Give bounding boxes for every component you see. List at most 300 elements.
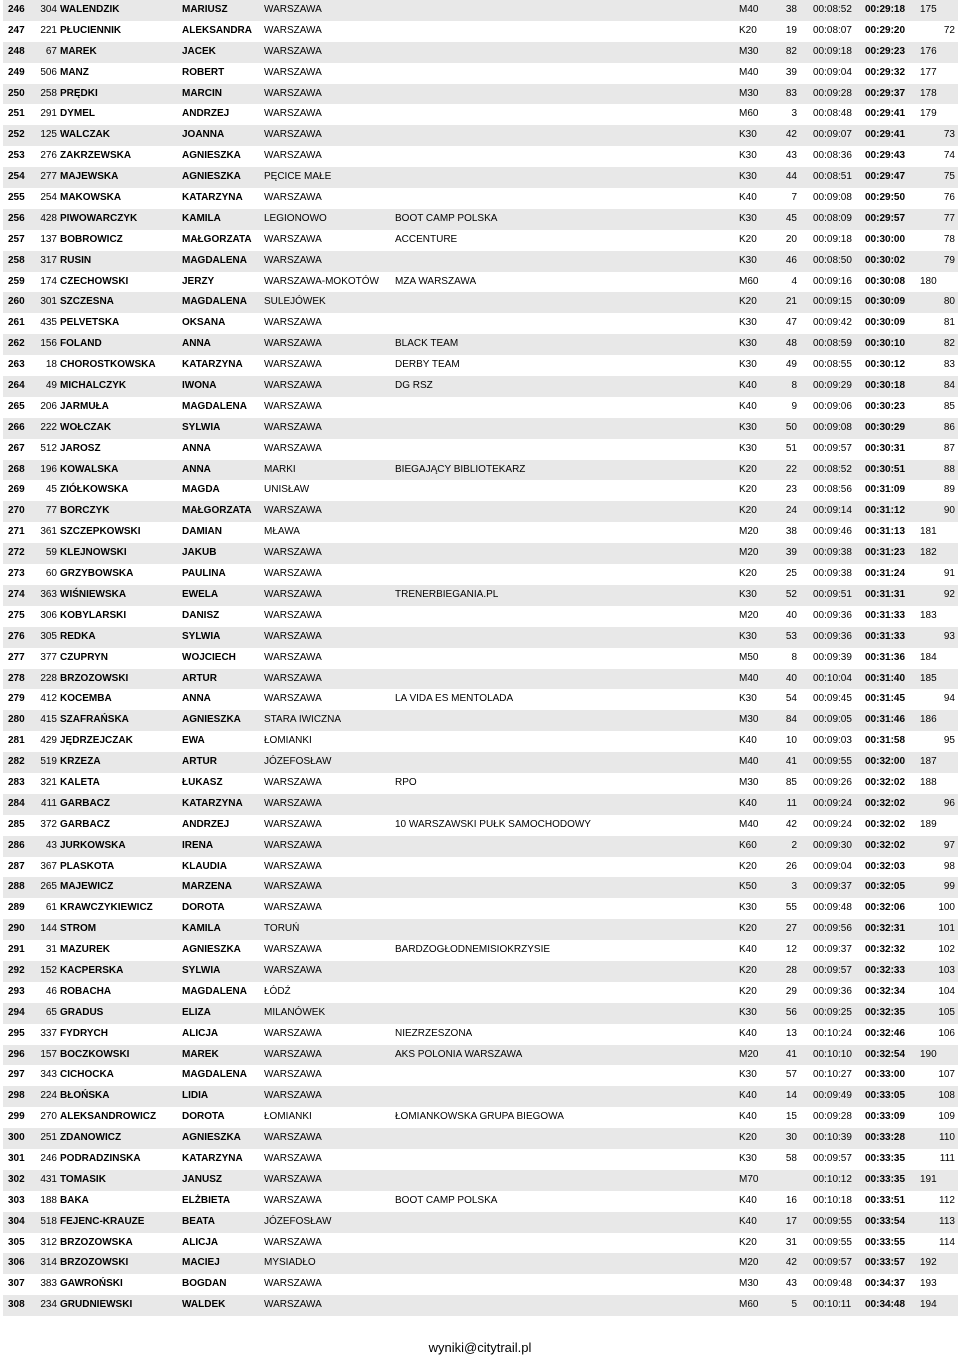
category-place-cell: 42: [785, 129, 797, 141]
category-cell: M60: [739, 108, 759, 120]
table-row: [3, 898, 958, 919]
total-time-cell: 00:30:10: [865, 338, 906, 350]
place-cell: 280: [8, 714, 25, 726]
category-place-cell: 41: [785, 1048, 797, 1060]
gender-place-cell: 77: [943, 212, 955, 224]
category-cell: M40: [739, 672, 759, 684]
city-cell: WARSZAWA: [264, 1090, 322, 1102]
firstname-cell: MAGDALENA: [182, 254, 247, 266]
city-cell: WARSZAWA: [264, 505, 322, 517]
place-cell: 264: [8, 380, 25, 392]
category-cell: K30: [739, 1152, 757, 1164]
place-cell: 291: [8, 944, 25, 956]
category-place-cell: 56: [785, 1006, 797, 1018]
gender-place-cell: 177: [920, 66, 937, 78]
bib-cell: 188: [40, 1194, 57, 1206]
category-cell: K40: [739, 1194, 757, 1206]
city-cell: WARSZAWA: [264, 400, 322, 412]
bib-cell: 254: [40, 192, 57, 204]
club-cell: DERBY TEAM: [395, 359, 460, 371]
total-time-cell: 00:31:46: [865, 714, 906, 726]
lap-time-cell: 00:09:51: [813, 588, 852, 600]
table-row: [3, 564, 958, 585]
club-cell: MZA WARSZAWA: [395, 275, 477, 287]
category-cell: K20: [739, 964, 757, 976]
firstname-cell: KATARZYNA: [182, 192, 243, 204]
category-cell: M20: [739, 526, 759, 538]
category-place-cell: 19: [785, 24, 797, 36]
surname-cell: CHOROSTKOWSKA: [60, 359, 156, 371]
surname-cell: PIWOWARCZYK: [60, 212, 138, 224]
place-cell: 274: [8, 588, 25, 600]
surname-cell: GARBACZ: [60, 818, 110, 830]
place-cell: 286: [8, 839, 25, 851]
bib-cell: 45: [45, 484, 57, 496]
club-cell: BLACK TEAM: [395, 338, 459, 350]
category-cell: K20: [739, 24, 757, 36]
total-time-cell: 00:29:18: [865, 4, 906, 15]
category-place-cell: 58: [785, 1152, 797, 1164]
category-cell: M20: [739, 1257, 759, 1269]
firstname-cell: ANDRZEJ: [182, 818, 230, 830]
gender-place-cell: 82: [943, 338, 955, 350]
category-place-cell: 84: [785, 714, 797, 726]
table-row: [3, 313, 958, 334]
club-cell: 10 WARSZAWSKI PUŁK SAMOCHODOWY: [395, 818, 591, 830]
bib-cell: 276: [40, 150, 57, 162]
table-row: [3, 0, 958, 21]
city-cell: ŁOMIANKI: [264, 1111, 312, 1123]
city-cell: WARSZAWA: [264, 1048, 322, 1060]
table-row: [3, 1233, 958, 1254]
place-cell: 272: [8, 547, 25, 559]
gender-place-cell: 193: [920, 1278, 937, 1290]
category-cell: M40: [739, 756, 759, 768]
lap-time-cell: 00:09:57: [813, 442, 852, 454]
city-cell: PĘCICE MAŁE: [264, 171, 332, 183]
gender-place-cell: 187: [920, 756, 937, 768]
firstname-cell: KATARZYNA: [182, 359, 243, 371]
total-time-cell: 00:29:47: [865, 171, 906, 183]
place-cell: 292: [8, 964, 25, 976]
category-place-cell: 8: [791, 651, 797, 663]
total-time-cell: 00:29:32: [865, 66, 906, 78]
gender-place-cell: 95: [943, 735, 955, 747]
surname-cell: RUSIN: [60, 254, 92, 266]
table-row: [3, 961, 958, 982]
place-cell: 266: [8, 421, 25, 433]
category-cell: K30: [739, 317, 757, 329]
category-cell: K30: [739, 588, 757, 600]
city-cell: WARSZAWA: [264, 317, 322, 329]
gender-place-cell: 112: [939, 1194, 955, 1206]
city-cell: WARSZAWA-MOKOTÓW: [264, 275, 379, 287]
city-cell: LEGIONOWO: [264, 212, 327, 224]
total-time-cell: 00:31:40: [865, 672, 906, 684]
category-place-cell: 83: [785, 87, 797, 99]
club-cell: BIEGAJĄCY BIBLIOTEKARZ: [395, 463, 526, 475]
category-cell: K20: [739, 923, 757, 935]
place-cell: 268: [8, 463, 25, 475]
gender-place-cell: 73: [943, 129, 955, 141]
bib-cell: 512: [40, 442, 57, 454]
category-place-cell: 5: [791, 1299, 797, 1311]
firstname-cell: DAMIAN: [182, 526, 222, 538]
place-cell: 263: [8, 359, 25, 371]
total-time-cell: 00:33:35: [865, 1152, 906, 1164]
gender-place-cell: 76: [943, 192, 955, 204]
total-time-cell: 00:33:51: [865, 1194, 906, 1206]
surname-cell: KACPERSKA: [60, 964, 124, 976]
category-cell: M30: [739, 1278, 759, 1290]
city-cell: WARSZAWA: [264, 442, 322, 454]
club-cell: AKS POLONIA WARSZAWA: [395, 1048, 523, 1060]
city-cell: TORUŃ: [264, 923, 300, 935]
place-cell: 267: [8, 442, 25, 454]
firstname-cell: ANDRZEJ: [182, 108, 230, 120]
category-place-cell: 57: [785, 1069, 797, 1081]
firstname-cell: MARZENA: [182, 881, 232, 893]
city-cell: WARSZAWA: [264, 66, 322, 78]
gender-place-cell: 97: [943, 839, 955, 851]
category-place-cell: 13: [785, 1027, 797, 1039]
lap-time-cell: 00:09:36: [813, 609, 852, 621]
category-cell: K40: [739, 1215, 757, 1227]
city-cell: WARSZAWA: [264, 1069, 322, 1081]
footer-email[interactable]: wyniki@citytrail.pl: [428, 1340, 532, 1355]
gender-place-cell: 107: [938, 1069, 955, 1081]
category-place-cell: 51: [785, 442, 797, 454]
category-cell: K20: [739, 233, 757, 245]
place-cell: 295: [8, 1027, 25, 1039]
surname-cell: CZUPRYN: [60, 651, 108, 663]
city-cell: WARSZAWA: [264, 1027, 322, 1039]
gender-place-cell: 80: [943, 296, 955, 308]
lap-time-cell: 00:09:45: [813, 693, 852, 705]
table-row: [3, 146, 958, 167]
surname-cell: WIŚNIEWSKA: [60, 588, 127, 600]
bib-cell: 291: [40, 108, 57, 120]
table-row: [3, 334, 958, 355]
category-cell: M50: [739, 651, 759, 663]
table-row: [3, 84, 958, 105]
table-row: [3, 752, 958, 773]
city-cell: WARSZAWA: [264, 421, 322, 433]
city-cell: WARSZAWA: [264, 902, 322, 914]
place-cell: 304: [8, 1215, 25, 1227]
surname-cell: KLEJNOWSKI: [60, 547, 127, 559]
firstname-cell: OKSANA: [182, 317, 226, 329]
place-cell: 298: [8, 1090, 25, 1102]
category-cell: M60: [739, 1299, 759, 1311]
firstname-cell: JANUSZ: [182, 1173, 223, 1185]
category-cell: K40: [739, 797, 757, 809]
lap-time-cell: 00:09:48: [813, 902, 852, 914]
bib-cell: 312: [40, 1236, 57, 1248]
category-cell: K30: [739, 171, 757, 183]
firstname-cell: AGNIESZKA: [182, 150, 241, 162]
total-time-cell: 00:32:02: [865, 818, 906, 830]
table-row: [3, 376, 958, 397]
category-place-cell: 82: [785, 45, 797, 57]
lap-time-cell: 00:09:06: [813, 400, 852, 412]
total-time-cell: 00:32:35: [865, 1006, 906, 1018]
total-time-cell: 00:31:12: [865, 505, 906, 517]
total-time-cell: 00:29:41: [865, 108, 906, 120]
category-place-cell: 9: [791, 400, 797, 412]
bib-cell: 246: [40, 1152, 57, 1164]
bib-cell: 46: [45, 985, 57, 997]
surname-cell: BŁOŃSKA: [60, 1090, 110, 1102]
place-cell: 283: [8, 776, 25, 788]
gender-place-cell: 178: [920, 87, 937, 99]
surname-cell: FEJENC-KRAUZE: [60, 1215, 145, 1227]
firstname-cell: MARCIN: [182, 87, 222, 99]
category-cell: K30: [739, 212, 757, 224]
surname-cell: JAROSZ: [60, 442, 101, 454]
surname-cell: STROM: [60, 923, 97, 935]
bib-cell: 411: [41, 797, 57, 809]
place-cell: 305: [8, 1236, 25, 1248]
place-cell: 255: [8, 192, 25, 204]
lap-time-cell: 00:09:24: [813, 797, 852, 809]
total-time-cell: 00:33:57: [865, 1257, 906, 1269]
firstname-cell: ELŻBIETA: [182, 1194, 231, 1206]
city-cell: WARSZAWA: [264, 693, 322, 705]
gender-place-cell: 109: [938, 1111, 955, 1123]
surname-cell: PELVETSKA: [60, 317, 120, 329]
total-time-cell: 00:31:13: [865, 526, 906, 538]
bib-cell: 144: [40, 923, 57, 935]
total-time-cell: 00:30:51: [865, 463, 906, 475]
place-cell: 296: [8, 1048, 25, 1060]
place-cell: 270: [8, 505, 25, 517]
firstname-cell: IWONA: [182, 380, 217, 392]
firstname-cell: EWA: [182, 735, 205, 747]
city-cell: WARSZAWA: [264, 609, 322, 621]
firstname-cell: IRENA: [182, 839, 214, 851]
place-cell: 259: [8, 275, 25, 287]
category-place-cell: 7: [791, 192, 797, 204]
gender-place-cell: 87: [943, 442, 955, 454]
lap-time-cell: 00:09:57: [813, 1152, 852, 1164]
category-place-cell: 2: [791, 839, 797, 851]
lap-time-cell: 00:09:04: [813, 66, 852, 78]
bib-cell: 367: [40, 860, 57, 872]
category-place-cell: 85: [785, 776, 797, 788]
table-row: [3, 731, 958, 752]
bib-cell: 305: [40, 630, 57, 642]
category-cell: K30: [739, 902, 757, 914]
city-cell: JÓZEFOSŁAW: [264, 1215, 332, 1227]
category-place-cell: 55: [785, 902, 797, 914]
table-row: [3, 919, 958, 940]
bib-cell: 337: [40, 1027, 57, 1039]
category-place-cell: 29: [785, 985, 797, 997]
lap-time-cell: 00:08:09: [813, 212, 852, 224]
lap-time-cell: 00:09:39: [813, 651, 852, 663]
gender-place-cell: 103: [938, 964, 955, 976]
table-row: [3, 292, 958, 313]
gender-place-cell: 98: [943, 860, 955, 872]
category-place-cell: 43: [785, 150, 797, 162]
lap-time-cell: 00:10:10: [813, 1048, 852, 1060]
category-place-cell: 23: [785, 484, 797, 496]
total-time-cell: 00:30:02: [865, 254, 906, 266]
place-cell: 285: [8, 818, 25, 830]
bib-cell: 431: [40, 1173, 57, 1185]
place-cell: 306: [8, 1257, 25, 1269]
surname-cell: PRĘDKI: [60, 87, 98, 99]
city-cell: JÓZEFOSŁAW: [264, 756, 332, 768]
bib-cell: 206: [40, 400, 57, 412]
firstname-cell: ARTUR: [182, 756, 217, 768]
surname-cell: ZIÓŁKOWSKA: [60, 484, 129, 496]
club-cell: BOOT CAMP POLSKA: [395, 1194, 498, 1206]
total-time-cell: 00:30:00: [865, 233, 906, 245]
table-row: [3, 857, 958, 878]
city-cell: WARSZAWA: [264, 944, 322, 956]
firstname-cell: MAGDA: [182, 484, 220, 496]
place-cell: 308: [8, 1299, 25, 1311]
firstname-cell: KATARZYNA: [182, 1152, 243, 1164]
surname-cell: KALETA: [60, 776, 100, 788]
lap-time-cell: 00:09:07: [813, 129, 852, 141]
place-cell: 277: [8, 651, 25, 663]
club-cell: BARDZOGŁODNEMISIOKRZYSIE: [395, 944, 551, 956]
place-cell: 261: [8, 317, 25, 329]
category-place-cell: 17: [785, 1215, 797, 1227]
gender-place-cell: 101: [938, 923, 955, 935]
bib-cell: 222: [40, 421, 57, 433]
table-row: [3, 982, 958, 1003]
lap-time-cell: 00:09:04: [813, 860, 852, 872]
lap-time-cell: 00:10:27: [813, 1069, 852, 1081]
lap-time-cell: 00:09:08: [813, 192, 852, 204]
surname-cell: KOBYLARSKI: [60, 609, 127, 621]
gender-place-cell: 78: [943, 233, 955, 245]
table-row: [3, 689, 958, 710]
category-place-cell: 42: [785, 1257, 797, 1269]
surname-cell: PODRADZINSKA: [60, 1152, 141, 1164]
gender-place-cell: 75: [943, 171, 955, 183]
surname-cell: GRADUS: [60, 1006, 104, 1018]
gender-place-cell: 190: [920, 1048, 937, 1060]
table-row: [3, 167, 958, 188]
surname-cell: MICHALCZYK: [60, 380, 127, 392]
total-time-cell: 00:34:48: [865, 1299, 906, 1311]
total-time-cell: 00:32:54: [865, 1048, 906, 1060]
bib-cell: 304: [40, 4, 57, 15]
gender-place-cell: 191: [920, 1173, 937, 1185]
category-cell: M30: [739, 87, 759, 99]
firstname-cell: KATARZYNA: [182, 797, 243, 809]
gender-place-cell: 83: [943, 359, 955, 371]
table-row: [3, 1253, 958, 1274]
surname-cell: DYMEL: [60, 108, 95, 120]
firstname-cell: JERZY: [182, 275, 215, 287]
category-place-cell: 14: [785, 1090, 797, 1102]
table-row: [3, 460, 958, 481]
bib-cell: 67: [45, 45, 57, 57]
category-cell: K30: [739, 693, 757, 705]
bib-cell: 306: [40, 609, 57, 621]
table-row: [3, 1274, 958, 1295]
surname-cell: WALCZAK: [60, 129, 110, 141]
category-cell: K40: [739, 400, 757, 412]
category-cell: M30: [739, 714, 759, 726]
category-place-cell: 42: [785, 818, 797, 830]
city-cell: MŁAWA: [264, 526, 300, 538]
firstname-cell: BOGDAN: [182, 1278, 227, 1290]
city-cell: WARSZAWA: [264, 4, 322, 15]
gender-place-cell: 186: [920, 714, 937, 726]
place-cell: 249: [8, 66, 25, 78]
surname-cell: GRZYBOWSKA: [60, 568, 134, 580]
firstname-cell: EWELA: [182, 588, 219, 600]
table-row: [3, 355, 958, 376]
category-place-cell: 48: [785, 338, 797, 350]
category-cell: M70: [739, 1173, 759, 1185]
surname-cell: JĘDRZEJCZAK: [60, 735, 133, 747]
bib-cell: 228: [40, 672, 57, 684]
bib-cell: 174: [40, 275, 57, 287]
city-cell: WARSZAWA: [264, 547, 322, 559]
firstname-cell: ARTUR: [182, 672, 217, 684]
table-row: [3, 1086, 958, 1107]
gender-place-cell: 93: [943, 630, 955, 642]
lap-time-cell: 00:09:38: [813, 568, 852, 580]
city-cell: MILANÓWEK: [264, 1006, 326, 1018]
category-cell: M40: [739, 4, 759, 15]
gender-place-cell: 194: [920, 1299, 937, 1311]
lap-time-cell: 00:10:18: [813, 1194, 852, 1206]
gender-place-cell: 79: [943, 254, 955, 266]
category-place-cell: 27: [785, 923, 797, 935]
place-cell: 253: [8, 150, 25, 162]
club-cell: RPO: [395, 776, 417, 788]
club-cell: ACCENTURE: [395, 233, 458, 245]
category-place-cell: 28: [785, 964, 797, 976]
firstname-cell: ELIZA: [182, 1006, 211, 1018]
lap-time-cell: 00:09:28: [813, 1111, 852, 1123]
city-cell: MYSIADŁO: [264, 1257, 316, 1269]
lap-time-cell: 00:08:52: [813, 4, 852, 15]
place-cell: 262: [8, 338, 25, 350]
category-cell: K30: [739, 1006, 757, 1018]
table-row: [3, 1191, 958, 1212]
bib-cell: 435: [40, 317, 57, 329]
total-time-cell: 00:34:37: [865, 1278, 906, 1290]
total-time-cell: 00:33:00: [865, 1069, 906, 1081]
bib-cell: 18: [45, 359, 57, 371]
city-cell: WARSZAWA: [264, 1278, 322, 1290]
place-cell: 265: [8, 400, 25, 412]
firstname-cell: AGNIESZKA: [182, 714, 241, 726]
surname-cell: JARMUŁA: [60, 400, 109, 412]
place-cell: 302: [8, 1173, 25, 1185]
total-time-cell: 00:29:23: [865, 45, 906, 57]
gender-place-cell: 182: [920, 547, 937, 559]
table-row: [3, 1128, 958, 1149]
gender-place-cell: 188: [920, 776, 937, 788]
city-cell: STARA IWICZNA: [264, 714, 342, 726]
firstname-cell: PAULINA: [182, 568, 226, 580]
firstname-cell: MAGDALENA: [182, 296, 247, 308]
club-cell: DG RSZ: [395, 380, 433, 392]
city-cell: WARSZAWA: [264, 964, 322, 976]
city-cell: WARSZAWA: [264, 108, 322, 120]
